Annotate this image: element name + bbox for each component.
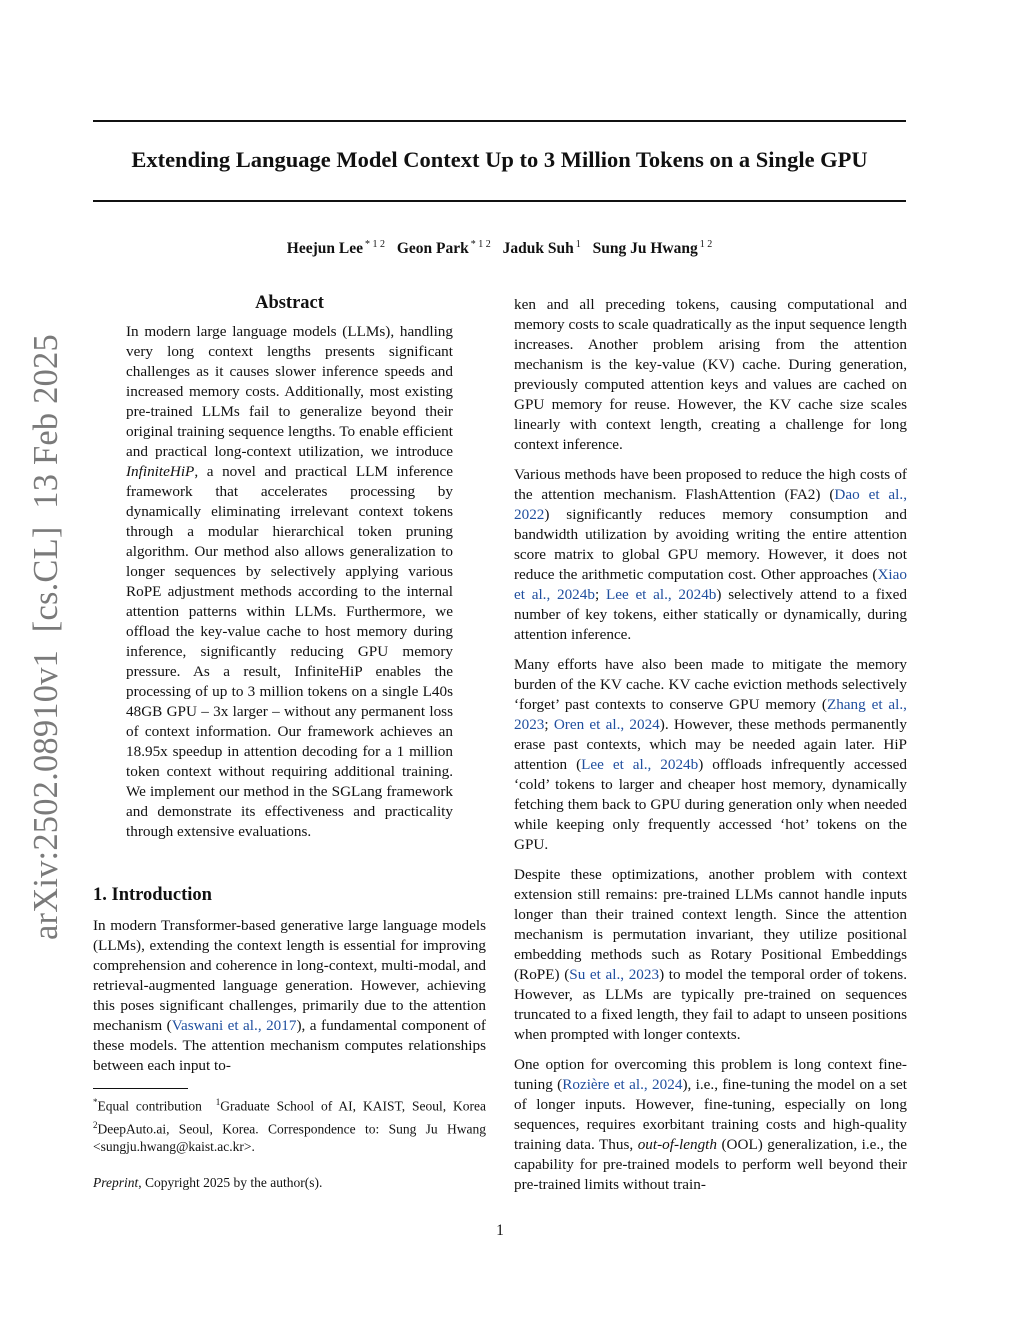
footnote: *Equal contribution $^1$Graduate School of AI, KAIST, Seoul, Korea $^2$DeepAuto.ai, Seoul, Korea. Correspondence to: Sung Ju Hwang <sungju.hwang@kaist.ac.kr>. — [93, 1097, 486, 1154]
body-paragraph: Various methods have been proposed to reduce the high costs of the attention mechanism. FlashAttention (FA2) (Dao et al., 2022) significantly reduces memory consumption and bandwidth utilization by avoiding writing the entire attention score matrix to global GPU memory. However, it does not reduce the arithmetic computation cost. Other approaches (Xiao et al., 2024b; Lee et al., 2024b) selectively attend to a fixed number of key tokens, either statically or dynamically, during attention inference. — [514, 466, 907, 643]
arxiv-stamp: arXiv:2502.08910v1 [cs.CL] 13 Feb 2025 — [27, 334, 65, 940]
abstract-heading: Abstract — [255, 293, 324, 313]
page-number: 1 — [496, 1222, 504, 1239]
author: Sung Ju Hwang $^{1 2}$ — [592, 239, 713, 258]
citation-link[interactable]: Vaswani et al., 2017 — [171, 1017, 297, 1034]
right-column — [514, 295, 907, 1205]
left-column — [93, 290, 486, 1192]
citation-link[interactable]: Lee et al., 2024b — [605, 586, 717, 603]
abstract-body: In modern large language models (LLMs), handling very long context lengths presents significant challenges as it causes slower inference speeds and increased memory costs. Additionally, most existing pre-trained LLMs fail to generalize beyond their original training sequence lengths. To enable efficient and practical long-context utilization, we introduce InfiniteHiP, a novel and practical LLM inference framework that accelerates processing by dynamically eliminating irrelevant context tokens through a modular hierarchical token pruning algorithm. Our method also allows generalization to longer sequences by selectively applying various RoPE adjustment methods according to the internal attention patterns within LLMs. Furthermore, we offload the key-value cache to host memory during inference, significantly reducing GPU memory pressure. As a result, InfiniteHiP enables the processing of up to 3 million tokens on a single L40s 48GB GPU – 3x larger – without any permanent loss of context information. Our framework achieves an 18.95x speedup in attention decoding for a 1 million token context without requiring additional training. We implement our method in the SGLang framework and demonstrate its effectiveness and practicality through extensive evaluations. — [126, 323, 453, 840]
citation-link[interactable]: Lee et al., 2024b — [581, 756, 699, 773]
title-bottom-rule — [93, 200, 906, 202]
citation-link[interactable]: Oren et al., 2024 — [553, 716, 660, 733]
method-name: InfiniteHiP — [126, 463, 195, 480]
citation-link[interactable]: Su et al., 2023 — [569, 966, 660, 983]
paper-title: Extending Language Model Context Up to 3 Million Tokens on a Single GPU — [131, 147, 868, 172]
body-paragraph: ken and all preceding tokens, causing computational and memory costs to scale quadratically as the input sequence length increases. Another problem arising from the attention mechanism is the key-value (KV) cache. During generation, previously computed attention keys and values are cached on GPU memory for reuse. However, the KV cache size scales linearly with context length, creating a challenge for long context inference. — [514, 296, 907, 453]
author: Heejun Lee $^{* 1 2}$ — [286, 239, 385, 258]
intro-paragraph: In modern Transformer-based generative large language models (LLMs), extending the context length is essential for improving comprehension and coherence in long-context, multi-modal, and retrieval-augmented language generation. However, achieving this poses significant challenges, primarily due to the attention mechanism (Vaswani et al., 2017), a fundamental component of these models. The attention mechanism computes relationships between each input to- — [93, 917, 486, 1074]
body-paragraph: Despite these optimizations, another problem with context extension still remains: pre-trained LLMs cannot handle inputs longer than their trained context length. Since the attention mechanism is permutation invariant, they utilize positional embedding methods such as Rotary Positional Embeddings (RoPE) (Su et al., 2023) to model the temporal order of tokens. However, as LLMs are typically pre-trained on sequences truncated to a fixed length, they fail to adapt to unseen positions when prompted with longer contexts. — [514, 866, 907, 1043]
citation-link[interactable]: Dao et al., 2022 — [514, 486, 907, 523]
citation-link[interactable]: Zhang et al., 2023 — [514, 696, 907, 733]
preprint-notice: Preprint, Copyright 2025 by the author(s). — [93, 1175, 323, 1190]
author: Geon Park $^{* 1 2}$ — [396, 239, 491, 258]
title-top-rule — [93, 120, 906, 122]
body-paragraph: One option for overcoming this problem is long context fine-tuning (Rozière et al., 2024), i.e., fine-tuning the model on a set of longer inputs. However, fine-tuning, especially on long sequences, requires exorbitant training costs and high-quality training data. Thus, out-of-length (OOL) generalization, i.e., the capability for pre-trained models to perform well beyond their pre-trained limits without train- — [514, 1056, 908, 1193]
body-paragraph: Many efforts have also been made to mitigate the memory burden of the KV cache. KV cache eviction methods selectively ‘forget’ past contexts to conserve GPU memory (Zhang et al., 2023; Oren et al., 2024). However, these methods permanently erase past contexts, which may be needed again later. HiP attention (Lee et al., 2024b) offloads infrequently accessed ‘cold’ tokens to larger and cheaper host memory, dynamically fetching them back to GPU during generation only when needed while keeping only frequently accessed ‘hot’ tokens on the GPU. — [514, 656, 907, 853]
section-heading-introduction: 1. Introduction — [93, 885, 212, 905]
footnote-rule — [93, 1088, 188, 1089]
citation-link[interactable]: Xiao et al., 2024b — [514, 566, 907, 603]
author: Jaduk Suh $^1$ — [502, 239, 581, 258]
citation-link[interactable]: Rozière et al., 2024 — [562, 1076, 683, 1093]
author-list — [93, 234, 906, 260]
